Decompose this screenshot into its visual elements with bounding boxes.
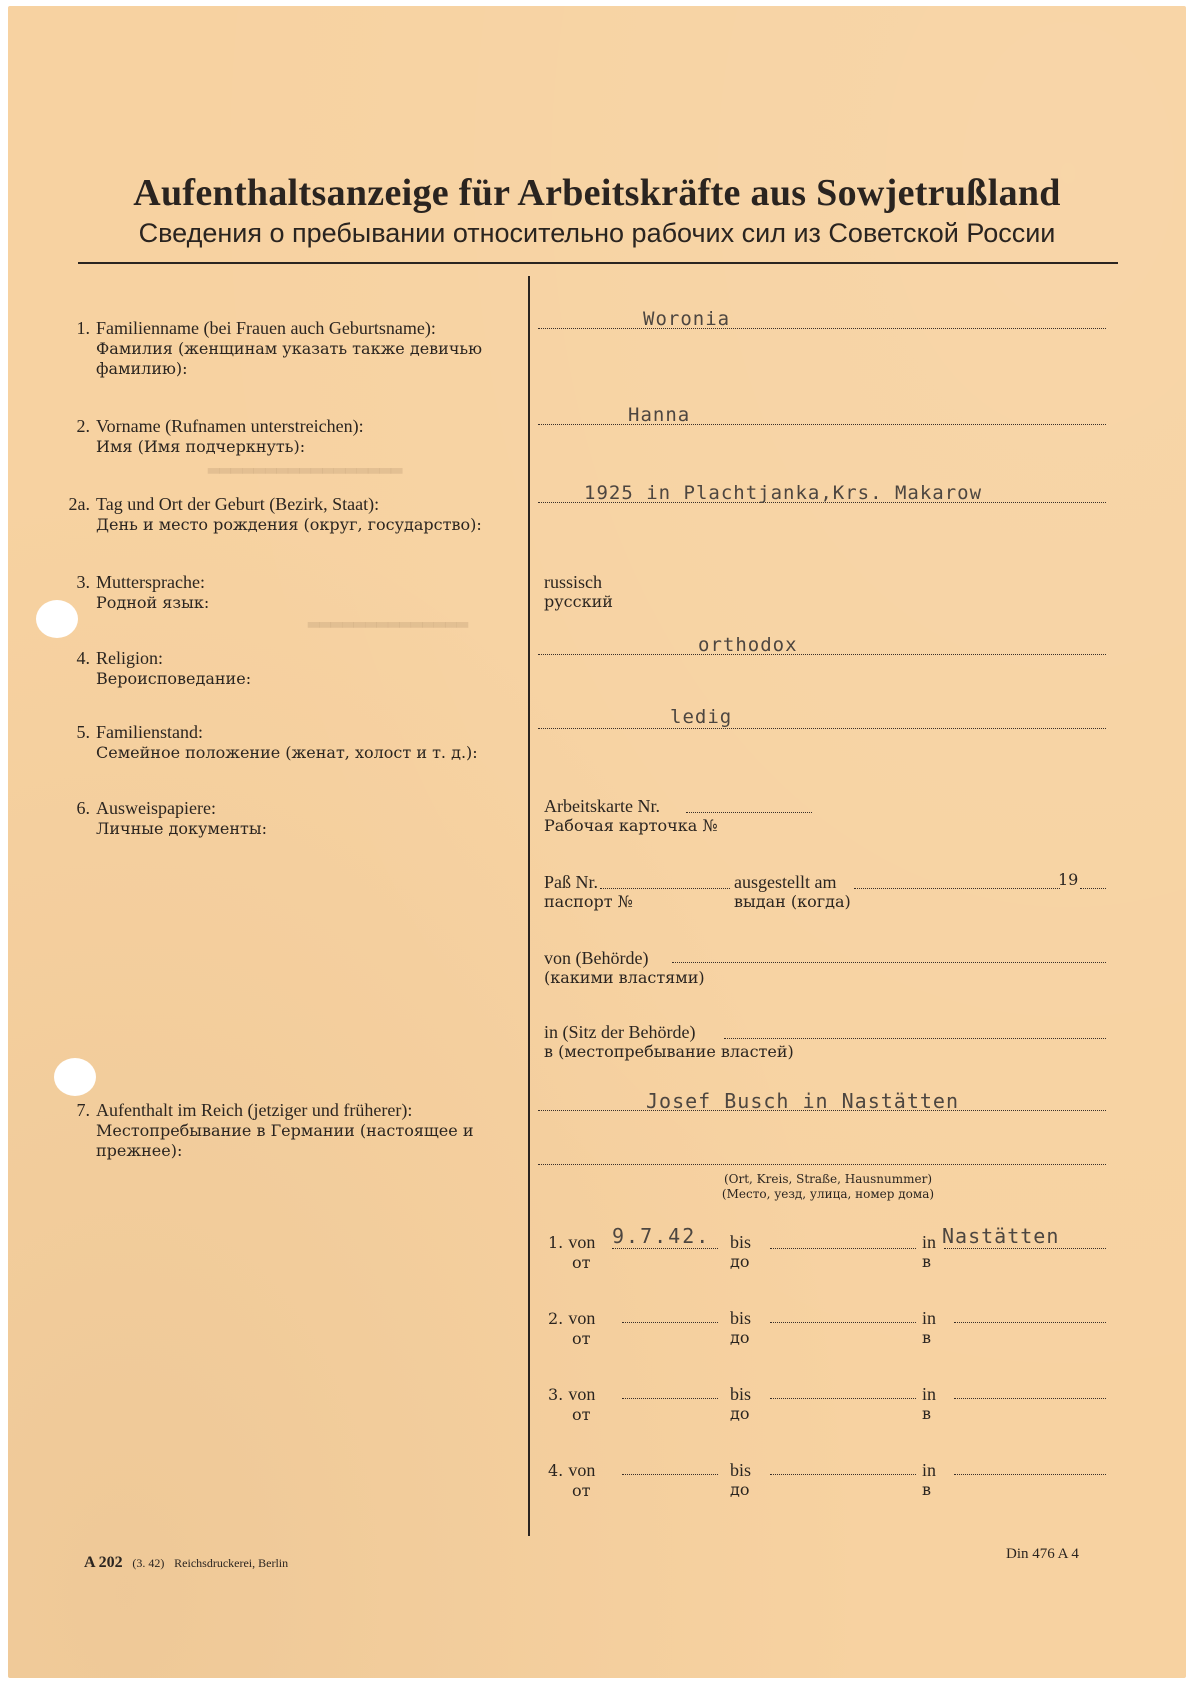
question-label-ru: Родной язык: bbox=[96, 593, 210, 612]
show-through-decoration: ▂▂▂▂▂▂▂▂▂▂▂▂▂▂ bbox=[308, 606, 469, 628]
authority-seat-label-ru: в (местопребывание властей) bbox=[544, 1042, 794, 1061]
answer-line bbox=[538, 654, 1106, 655]
answer-first-name: Hanna bbox=[628, 404, 691, 426]
stay-in-line bbox=[954, 1398, 1106, 1399]
stay-from-line bbox=[622, 1398, 718, 1399]
authority-label-de: von (Behörde) bbox=[544, 948, 649, 968]
stay-from-label-de: von bbox=[568, 1232, 596, 1252]
stay-from-label-de: von bbox=[568, 1460, 596, 1480]
stay-in-label-de: in bbox=[922, 1460, 937, 1480]
authority-seat-label-de: in (Sitz der Behörde) bbox=[544, 1022, 696, 1042]
question-label-de: Aufenthalt im Reich (jetziger und früherer): bbox=[96, 1100, 413, 1120]
printer-name: Reichsdruckerei, Berlin bbox=[174, 1556, 289, 1570]
question-2 bbox=[58, 416, 528, 457]
stay-until-label-de: bis bbox=[730, 1384, 752, 1404]
form-title-german: Aufenthaltsanzeige für Arbeitskräfte aus Sowjetrußland bbox=[133, 172, 1061, 214]
stay-until-label-ru: до bbox=[730, 1252, 750, 1271]
answer-religion: orthodox bbox=[698, 634, 798, 656]
answer-mother-tongue bbox=[544, 572, 613, 612]
stay-from-line bbox=[612, 1248, 718, 1249]
question-number: 3. bbox=[76, 572, 90, 592]
punch-hole bbox=[54, 1058, 96, 1096]
question-label-de: Religion: bbox=[96, 648, 163, 668]
stay-until-line bbox=[770, 1398, 916, 1399]
question-label-ru: Фамилия (женщинам указать также девичью фамилию): bbox=[96, 339, 483, 378]
question-label-de: Ausweispapiere: bbox=[96, 798, 216, 818]
stay-in-label-de: in bbox=[922, 1308, 937, 1328]
stay-from-label-ru: от bbox=[572, 1253, 591, 1272]
pass-field bbox=[544, 872, 633, 912]
issued-field bbox=[734, 872, 851, 912]
stay-until bbox=[730, 1460, 751, 1500]
stay-in-label-ru: в bbox=[922, 1252, 932, 1271]
answer-mother-tongue-de: russisch bbox=[544, 572, 602, 592]
stay-until-label-de: bis bbox=[730, 1308, 752, 1328]
answer-residence: Josef Busch in Nastätten bbox=[646, 1089, 959, 1113]
stay-in-line bbox=[954, 1474, 1106, 1475]
stay-in-label-ru: в bbox=[922, 1480, 932, 1499]
form-print-date: (3. 42) bbox=[132, 1556, 165, 1570]
residence-line-2 bbox=[538, 1164, 1106, 1165]
year-line bbox=[1080, 888, 1106, 889]
stay-until bbox=[730, 1232, 751, 1272]
arbeitskarte-line bbox=[686, 812, 812, 813]
stay-in-line bbox=[954, 1322, 1106, 1323]
question-label-ru: Вероисповедание: bbox=[96, 669, 252, 688]
question-label-ru: День и место рождения (округ, государство): bbox=[96, 515, 482, 534]
stay-in bbox=[922, 1460, 936, 1500]
stay-from-label-ru: от bbox=[572, 1405, 591, 1424]
form-footer-left bbox=[84, 1554, 288, 1572]
stay-number: 3. bbox=[548, 1385, 564, 1404]
question-number: 4. bbox=[76, 648, 90, 668]
stay-from-line bbox=[622, 1474, 718, 1475]
stay-in-label-ru: в bbox=[922, 1328, 932, 1347]
stay-in-line bbox=[944, 1248, 1106, 1249]
question-label-de: Familienstand: bbox=[96, 722, 203, 742]
authority-line bbox=[672, 962, 1106, 963]
address-caption-ru: (Место, уезд, улица, номер дома) bbox=[721, 1187, 935, 1201]
question-label-ru: Семейное положение (женат, холост и т. д.): bbox=[96, 743, 478, 762]
stay-until-label-ru: до bbox=[730, 1404, 750, 1423]
question-3 bbox=[58, 572, 528, 613]
arbeitskarte-label-de: Arbeitskarte Nr. bbox=[544, 796, 660, 816]
stay-in-label-de: in bbox=[922, 1384, 937, 1404]
question-number: 6. bbox=[76, 798, 90, 818]
stay-until-label-ru: до bbox=[730, 1328, 750, 1347]
din-format: Din 476 A 4 bbox=[1006, 1546, 1079, 1562]
stay-until-label-ru: до bbox=[730, 1480, 750, 1499]
question-number: 1. bbox=[76, 318, 90, 338]
answer-line bbox=[538, 328, 1106, 329]
question-2a bbox=[58, 494, 528, 535]
question-label-ru: Местопребывание в Германии (настоящее и прежнее): bbox=[96, 1121, 474, 1160]
pass-label-de: Paß Nr. bbox=[544, 872, 598, 892]
stay-from-line bbox=[622, 1322, 718, 1323]
stay-from-label-de: von bbox=[568, 1308, 596, 1328]
address-caption bbox=[668, 1172, 988, 1202]
question-label-ru: Имя (Имя подчеркнуть): bbox=[96, 437, 306, 456]
answer-line bbox=[538, 424, 1106, 425]
stay-from-value: 9.7.42. bbox=[612, 1224, 711, 1248]
stay-until-label-de: bis bbox=[730, 1460, 752, 1480]
stay-in-label-de: in bbox=[922, 1232, 937, 1252]
stay-in-label-ru: в bbox=[922, 1404, 932, 1423]
year-prefix: 19 bbox=[1058, 870, 1079, 889]
stay-row-3 bbox=[548, 1384, 595, 1425]
header-divider bbox=[78, 262, 1118, 264]
authority-seat-field bbox=[544, 1022, 794, 1062]
stay-until-line bbox=[770, 1322, 916, 1323]
question-number: 2a. bbox=[68, 494, 90, 514]
arbeitskarte-field bbox=[544, 796, 717, 836]
authority-label-ru: (какими властями) bbox=[544, 968, 705, 987]
question-1 bbox=[58, 318, 528, 379]
question-6 bbox=[58, 798, 528, 839]
issued-label-de: ausgestellt am bbox=[734, 872, 837, 892]
stay-in bbox=[922, 1232, 936, 1272]
form-number: A 202 bbox=[84, 1554, 123, 1571]
stay-until-line bbox=[770, 1474, 916, 1475]
answer-family-name: Woronia bbox=[643, 308, 731, 330]
stay-number: 4. bbox=[548, 1461, 564, 1480]
pass-label-ru: паспорт № bbox=[544, 892, 633, 911]
issued-line bbox=[854, 888, 1060, 889]
question-4 bbox=[58, 648, 528, 689]
stay-row-4 bbox=[548, 1460, 595, 1501]
stay-until-line bbox=[770, 1248, 916, 1249]
form-title-russian: Сведения о пребывании относительно рабочих сил из Советской России bbox=[138, 218, 1056, 248]
stay-in-value: Nastätten bbox=[942, 1224, 1060, 1248]
stay-until bbox=[730, 1308, 751, 1348]
issued-label-ru: выдан (когда) bbox=[734, 892, 851, 911]
question-number: 2. bbox=[76, 416, 90, 436]
address-caption-de: (Ort, Kreis, Straße, Hausnummer) bbox=[723, 1172, 933, 1186]
punch-hole bbox=[36, 600, 78, 638]
stay-from-label-de: von bbox=[568, 1384, 596, 1404]
form-sheet bbox=[8, 6, 1186, 1678]
answer-mother-tongue-ru: русский bbox=[544, 592, 613, 611]
stay-row-1 bbox=[548, 1232, 595, 1273]
question-label-de: Vorname (Rufnamen unterstreichen): bbox=[96, 416, 364, 436]
stay-row-2 bbox=[548, 1308, 595, 1349]
pass-line bbox=[600, 888, 730, 889]
answer-line bbox=[538, 728, 1106, 729]
authority-field bbox=[544, 948, 705, 988]
answer-birth-date-place: 1925 in Plachtjanka,Krs. Makarow bbox=[584, 482, 983, 504]
question-label-de: Muttersprache: bbox=[96, 572, 205, 592]
question-label-de: Familienname (bei Frauen auch Geburtsname): bbox=[96, 318, 436, 338]
question-5 bbox=[58, 722, 528, 763]
stay-until bbox=[730, 1384, 751, 1424]
question-number: 7. bbox=[76, 1100, 90, 1120]
stay-number: 1. bbox=[548, 1233, 564, 1252]
stay-in bbox=[922, 1308, 936, 1348]
stay-from-label-ru: от bbox=[572, 1481, 591, 1500]
authority-seat-line bbox=[724, 1038, 1106, 1039]
question-number: 5. bbox=[76, 722, 90, 742]
stay-in bbox=[922, 1384, 936, 1424]
question-7 bbox=[58, 1100, 528, 1161]
stay-number: 2. bbox=[548, 1309, 564, 1328]
arbeitskarte-label-ru: Рабочая карточка № bbox=[544, 816, 718, 835]
show-through-decoration: ▂▂▂▂▂▂▂▂▂▂▂▂▂▂▂▂▂ bbox=[208, 452, 403, 474]
question-label-de: Tag und Ort der Geburt (Bezirk, Staat): bbox=[96, 494, 380, 514]
stay-from-label-ru: от bbox=[572, 1329, 591, 1348]
column-divider bbox=[528, 276, 530, 1536]
answer-marital-status: ledig bbox=[670, 706, 733, 728]
question-label-ru: Личные документы: bbox=[96, 819, 267, 838]
stay-until-label-de: bis bbox=[730, 1232, 752, 1252]
